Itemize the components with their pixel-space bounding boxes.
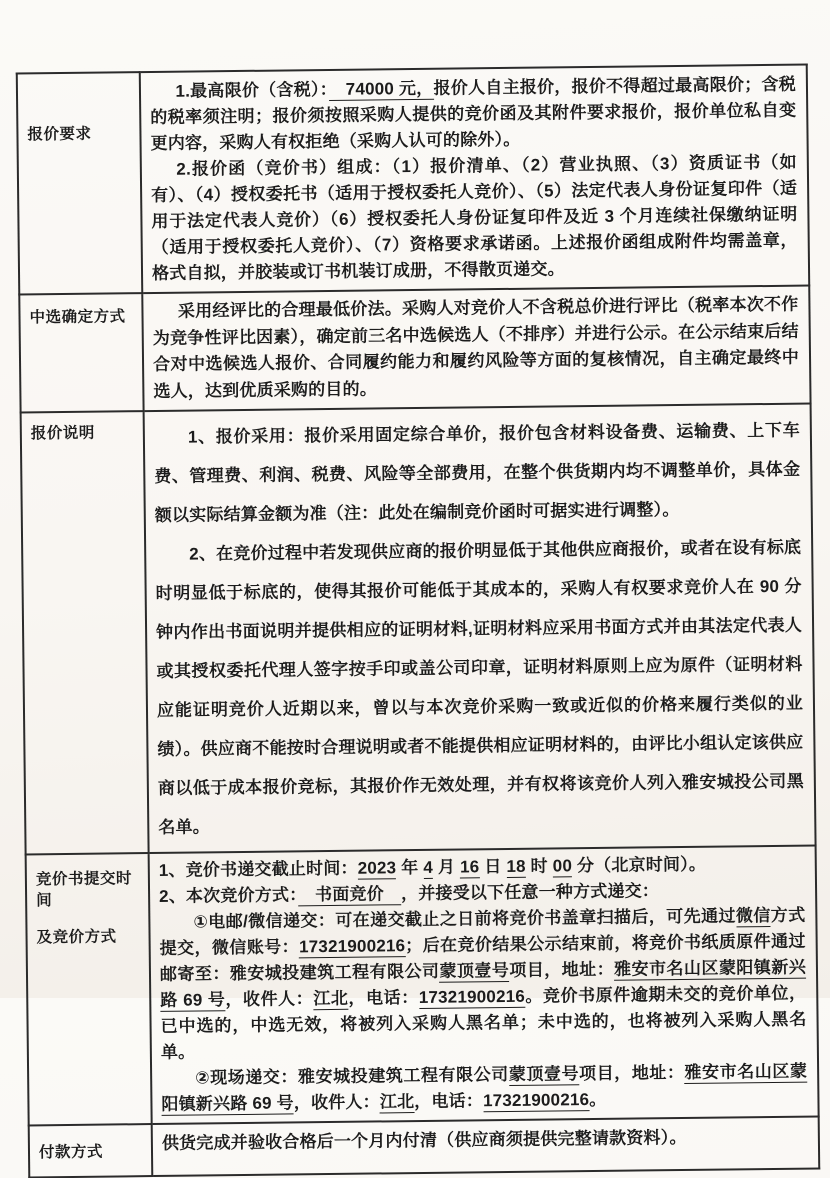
row-label-line2: 及竞价方式	[36, 928, 117, 947]
text-run: 方式提交，微信账号：	[159, 905, 806, 958]
text-run: ，电话：	[348, 988, 419, 1008]
row-content-cell	[142, 286, 810, 412]
row-content	[145, 405, 815, 853]
row-content	[150, 847, 818, 1124]
row-label	[27, 854, 149, 954]
text-run: 报价人自主报价，报价不得超过最高限价；含税的税率须注明；报价须按照采购人提供的竞价函及其附件要求报价，报价单位私自变更内容，采购人有权拒绝（采购人认可的除外）。	[150, 74, 797, 153]
underlined-text: 4	[423, 857, 434, 877]
row-selection-method	[19, 286, 810, 413]
underlined-text: 微信	[735, 906, 771, 926]
underlined-text: 17321900216	[418, 986, 526, 1008]
text-run: 。	[589, 1089, 607, 1110]
paragraph	[151, 150, 798, 287]
row-content-cell	[152, 1116, 820, 1176]
text-run: 时	[525, 856, 553, 876]
paragraph	[159, 903, 807, 1066]
row-label: 报价说明	[30, 424, 95, 443]
row-content-cell	[149, 845, 819, 1124]
row-quote-explanation	[21, 404, 816, 855]
text-run: 。竞价书原件逾期未交的竞价单位，已中选的，中选无效，将被列入采购人黑名单；未中选的，也将被列入采购人黑名单。	[160, 983, 807, 1062]
underlined-text: 蒙顶壹号	[439, 960, 510, 981]
text-run: 供货完成并验收合格后一个月内付清（供应商须提供完整请款资料）。	[161, 1127, 687, 1153]
paragraph	[162, 1125, 808, 1156]
paragraph	[154, 411, 801, 535]
text-run: 1、报价采用：报价采用固定综合单价，报价包含材料设备费、运输费、上下车费、管理费、利润、税费、风险等全部费用，在整个供货期内均不调整单价，具体金额以实际结算金额为准（注：此处在编制竞价函时可据实进行调整）。	[154, 420, 801, 525]
text-run: ，电话：	[414, 1091, 484, 1112]
underlined-text: 17321900216	[298, 936, 406, 957]
text-run: 日	[479, 857, 507, 877]
row-content	[141, 66, 808, 293]
row-label-cell	[21, 411, 149, 854]
text-run: 项目，地址：	[578, 1062, 685, 1084]
text-run: ，收件人：	[225, 989, 314, 1010]
paragraph	[152, 292, 799, 405]
text-run: 月	[432, 857, 461, 877]
row-content	[153, 1117, 818, 1161]
text-run: 2.报价函（竞价书）组成：（1）报价清单、（2）营业执照、（3）资质证书（如有）、（4）授权委托书（适用于授权委托人竞价）、（5）法定代表人身份证复印件（适用于法定代表人竞价）（6）授权委托人身份证复印件及近 3 个月连续社保缴纳证明（适用于授权委托人竞价）、（7）资格要求承诺函。上述报价函组成附件均需盖章，格式自拟，并胶装或订书机装订成册，不得散页递交。	[151, 152, 798, 283]
text-run: 2、在竞价过程中若发现供应商的报价明显低于其他供应商报价，或者在设有标底时明显低于标底的，使得其报价可能低于其成本的，采购人有权要求竞价人在 90 分钟内作出书面说明并提供相应的证明材料,证明材料应采用书面方式并由其法定代表人或其授权委托代理人签字按手印或盖公司印章，证明材料原则上应为原件（证明材料应能证明竞价人近期以来，曾以与本次竞价采购一致或近似的价格来履行类似的业绩）。供应商不能按时合理说明或者不能提供相应证明材料的，由评比小组认定该供应商以低于成本报价竞标，其报价作无效处理，并有权将该竞价人列入雅安城投公司黑名单。	[155, 537, 804, 837]
paragraph	[161, 1059, 808, 1118]
row-content	[143, 287, 809, 411]
row-quote-requirements	[17, 65, 809, 295]
text-run: 2、本次竞价方式：	[159, 885, 298, 906]
row-content-cell	[140, 65, 809, 294]
text-run: ，收件人：	[293, 1092, 380, 1113]
underlined-text: 书面竞价	[297, 884, 402, 905]
row-label-cell	[29, 1124, 153, 1177]
underlined-text: 蒙顶壹号	[508, 1064, 580, 1084]
row-label: 付款方式	[38, 1143, 104, 1162]
text-run: 采用经评比的合理最低价法。采购人对竞价人不含税总价进行评比（税率本次不作为竞争性评比因素），确定前三名中选候选人（不排序）并进行公示。在公示结束后结合对中选候选人报价、合同履约能力和履约风险等方面的复核情况，自主确定最终中选人，达到优质采购的目的。	[152, 294, 800, 401]
paragraph	[150, 72, 797, 157]
text-run: 1.最高限价（含税）：	[175, 79, 329, 101]
row-label: 中选确定方式	[29, 308, 126, 327]
text-run: ，并接受以下任意一种方式递交：	[400, 881, 660, 904]
underlined-text: 江北	[379, 1092, 415, 1112]
underlined-text: 74000 元，	[328, 78, 434, 99]
row-label-cell	[19, 293, 143, 412]
row-label-line1: 竞价书提交时间	[35, 870, 133, 910]
row-content-cell	[144, 404, 816, 854]
document-sheet	[16, 64, 818, 1178]
underlined-text: 00	[552, 856, 573, 876]
text-run: 1、竞价书递交截止时间：	[158, 858, 358, 880]
paragraph	[155, 528, 804, 847]
row-submission-time-and-method	[26, 845, 819, 1125]
row-payment-method	[29, 1116, 820, 1177]
underlined-text: 18	[506, 856, 526, 877]
underlined-text: 江北	[313, 988, 349, 1009]
text-run: ①电邮/微信递交：可在递交截止之日前将竞价书盖章扫描后，可先通过	[193, 906, 737, 932]
underlined-text: 17321900216	[482, 1090, 590, 1111]
row-label: 报价要求	[27, 125, 92, 144]
text-run: 项目，地址：	[509, 959, 615, 980]
text-run: 分（北京时间）。	[571, 854, 707, 876]
underlined-text: 2023	[357, 858, 397, 878]
text-run: ；后在竞价结果公示结束前，将竞价书纸质原件通过邮寄至：雅安城投建筑工程有限公司	[159, 931, 806, 984]
bid-terms-table	[16, 64, 820, 1178]
text-run: 年	[396, 857, 424, 878]
underlined-text: 16	[459, 857, 480, 877]
row-label-cell	[26, 853, 152, 1125]
underlined-text: 雅安市名山区蒙阳镇新兴路 69 号	[161, 1061, 808, 1114]
row-label-cell	[17, 72, 142, 294]
text-run: ②现场递交：雅安城投建筑工程有限公司	[195, 1064, 509, 1088]
underlined-text: 雅安市名山区蒙阳镇新兴路 69 号	[160, 957, 807, 1010]
